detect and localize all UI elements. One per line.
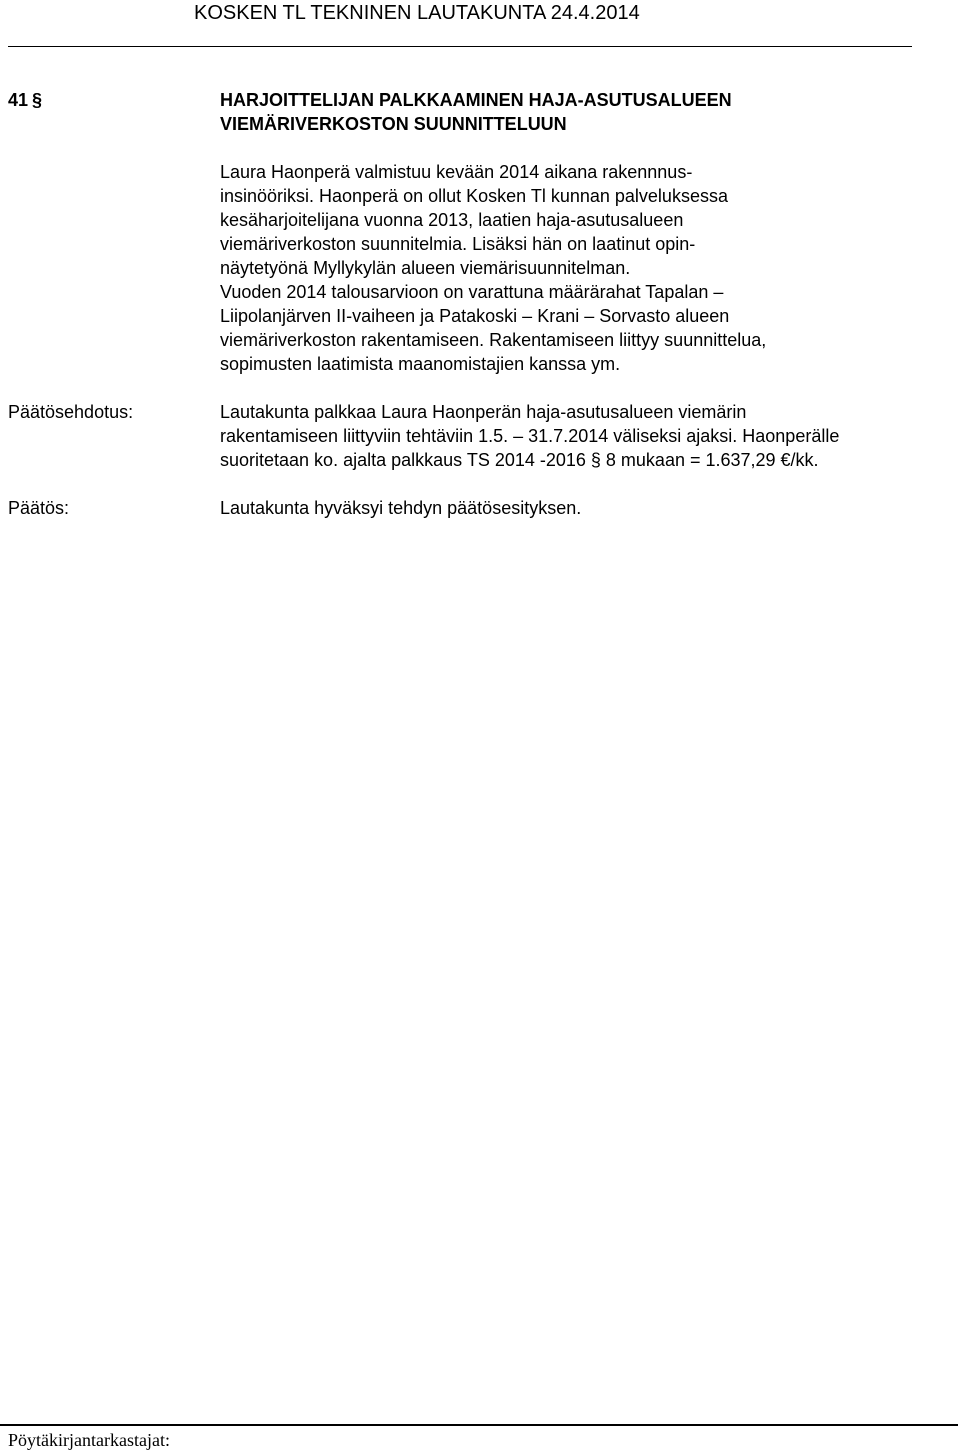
proposal-line: suoritetaan ko. ajalta palkkaus TS 2014 -2016 § 8 mukaan = 1.637,29 €/kk. bbox=[220, 450, 819, 470]
body-line: Laura Haonperä valmistuu kevään 2014 aikana rakennnus- bbox=[220, 162, 693, 182]
decision-text: Lautakunta hyväksyi tehdyn päätösesityksen. bbox=[220, 498, 582, 518]
body-line: näytetyönä Myllykylän alueen viemärisuunnitelman. bbox=[220, 258, 631, 278]
proposal-label: Päätösehdotus: bbox=[8, 402, 134, 422]
footer-label: Pöytäkirjantarkastajat: bbox=[8, 1430, 170, 1450]
proposal-line: rakentamiseen liittyviin tehtäviin 1.5. – 31.7.2014 väliseksi ajaksi. Haonperälle bbox=[220, 426, 840, 446]
section-number: 41 bbox=[8, 90, 29, 110]
proposal-text bbox=[220, 400, 839, 472]
section-title-line: VIEMÄRIVERKOSTON SUUNNITTELUUN bbox=[220, 114, 567, 134]
section-title bbox=[220, 88, 860, 136]
section-mark: § bbox=[32, 90, 43, 110]
body-line: Vuoden 2014 talousarvioon on varattuna määrärahat Tapalan – bbox=[220, 282, 724, 302]
body-line: Liipolanjärven II-vaiheen ja Patakoski – Krani – Sorvasto alueen bbox=[220, 306, 730, 326]
body-line: kesäharjoitelijana vuonna 2013, laatien haja-asutusalueen bbox=[220, 210, 684, 230]
footer-divider bbox=[0, 1424, 958, 1426]
proposal-line: Lautakunta palkkaa Laura Haonperän haja-asutusalueen viemärin bbox=[220, 402, 747, 422]
body-line: viemäriverkoston rakentamiseen. Rakentamiseen liittyy suunnittelua, bbox=[220, 330, 767, 350]
decision-label: Päätös: bbox=[8, 498, 70, 518]
body-line: insinööriksi. Haonperä on ollut Kosken Tl kunnan palveluksessa bbox=[220, 186, 728, 206]
body-text bbox=[220, 160, 766, 376]
section-title-line: HARJOITTELIJAN PALKKAAMINEN HAJA-ASUTUSALUEEN bbox=[220, 90, 732, 110]
header-divider bbox=[8, 46, 912, 47]
page-header-title: KOSKEN TL TEKNINEN LAUTAKUNTA 24.4.2014 bbox=[194, 2, 640, 24]
body-line: viemäriverkoston suunnitelmia. Lisäksi hän on laatinut opin- bbox=[220, 234, 696, 254]
body-line: sopimusten laatimista maanomistajien kanssa ym. bbox=[220, 354, 621, 374]
